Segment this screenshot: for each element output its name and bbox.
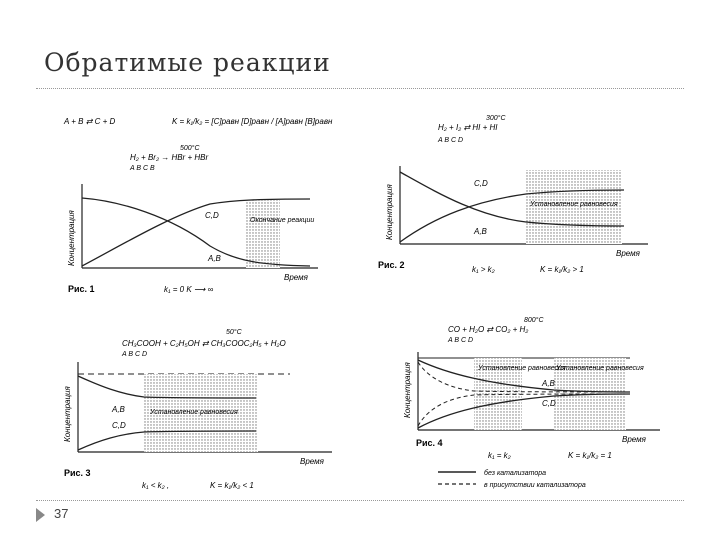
fig1-x-label: Время	[284, 273, 308, 282]
fig4-x-label: Время	[622, 435, 646, 444]
fig4-example: CO + H₂O ⇄ CO₂ + H₂	[448, 325, 529, 334]
slide-title: Обратимые реакции	[44, 48, 331, 77]
figure-1-svg	[60, 106, 333, 301]
fig1-y-label: Концентрация	[67, 210, 76, 266]
fig4-footer-left: k₁ = k₂	[488, 451, 511, 460]
fig3-cd-label: C,D	[112, 421, 126, 430]
figure-3-svg	[60, 322, 350, 497]
fig1-footer: k₁ = 0 K ⟶ ∞	[164, 285, 214, 294]
fig2-x-label: Время	[616, 249, 640, 258]
fig3-temp: 50°C	[226, 329, 242, 336]
figure-2	[376, 106, 666, 281]
fig3-region-label: Установление равновесия	[150, 409, 238, 416]
figure-1	[60, 106, 333, 301]
figure-3	[60, 322, 350, 497]
fig4-region-label-1: Установление равновесия	[478, 365, 566, 372]
fig2-temp: 300°C	[486, 115, 506, 122]
page-marker-icon	[36, 508, 45, 522]
footer-divider	[36, 500, 684, 501]
fig1-cd-label: C,D	[205, 211, 219, 220]
figure-4	[398, 312, 678, 496]
fig3-footer-right: K = k₁/k₂ < 1	[210, 481, 254, 490]
fig2-footer-left: k₁ > k₂	[472, 265, 495, 274]
fig1-example-labels: A B C B	[130, 165, 155, 172]
fig1-const-eq: K = k₁/k₂ = [C]равн [D]равн / [A]равн [B]равн	[172, 117, 333, 126]
fig2-y-label: Концентрация	[385, 184, 394, 240]
fig4-ab-label: A,B	[542, 379, 555, 388]
fig1-ab-label: A,B	[208, 254, 221, 263]
fig2-footer-right: K = k₁/k₂ > 1	[540, 265, 584, 274]
fig2-example-labels: A B C D	[438, 137, 464, 144]
fig4-footer-right: K = k₁/k₂ = 1	[568, 451, 612, 460]
page-number: 37	[54, 506, 69, 521]
fig2-region-label: Установление равновесия	[530, 201, 618, 208]
fig1-region-label: Окончание реакции	[250, 217, 315, 224]
fig4-legend-dashed: в присутствии катализатора	[484, 482, 586, 489]
fig4-caption: Рис. 4	[416, 438, 443, 448]
fig1-reaction: A + B ⇄ C + D	[64, 117, 116, 126]
fig4-cd-label: C,D	[542, 399, 556, 408]
figure-2-svg	[376, 106, 666, 281]
fig4-legend-solid: без катализатора	[484, 470, 547, 477]
fig4-y-label: Концентрация	[403, 362, 412, 418]
fig2-caption: Рис. 2	[378, 260, 405, 270]
title-divider	[36, 88, 684, 89]
fig2-cd-label: C,D	[474, 179, 488, 188]
fig4-region-label-2: Установление равновесия	[556, 365, 644, 372]
fig3-example: CH₃COOH + C₂H₅OH ⇄ CH₃COOC₂H₅ + H₂O	[122, 339, 286, 348]
fig4-example-labels: A B C D	[448, 337, 474, 344]
fig4-temp: 800°C	[524, 317, 544, 324]
fig3-caption: Рис. 3	[64, 468, 91, 478]
fig3-example-labels: A B C D	[122, 351, 148, 358]
fig3-footer-left: k₁ < k₂ ,	[142, 481, 170, 490]
fig2-ab-label: A,B	[474, 227, 487, 236]
figure-4-svg	[398, 312, 678, 496]
fig3-y-label: Концентрация	[63, 386, 72, 442]
fig1-example: H₂ + Br₂ → HBr + HBr	[130, 153, 209, 162]
fig3-ab-label: A,B	[112, 405, 125, 414]
fig1-temp: 500°C	[180, 145, 200, 152]
fig2-example: H₂ + I₂ ⇄ HI + HI	[438, 123, 498, 132]
fig1-caption: Рис. 1	[68, 284, 95, 294]
fig1-region	[246, 200, 280, 268]
fig3-x-label: Время	[300, 457, 324, 466]
